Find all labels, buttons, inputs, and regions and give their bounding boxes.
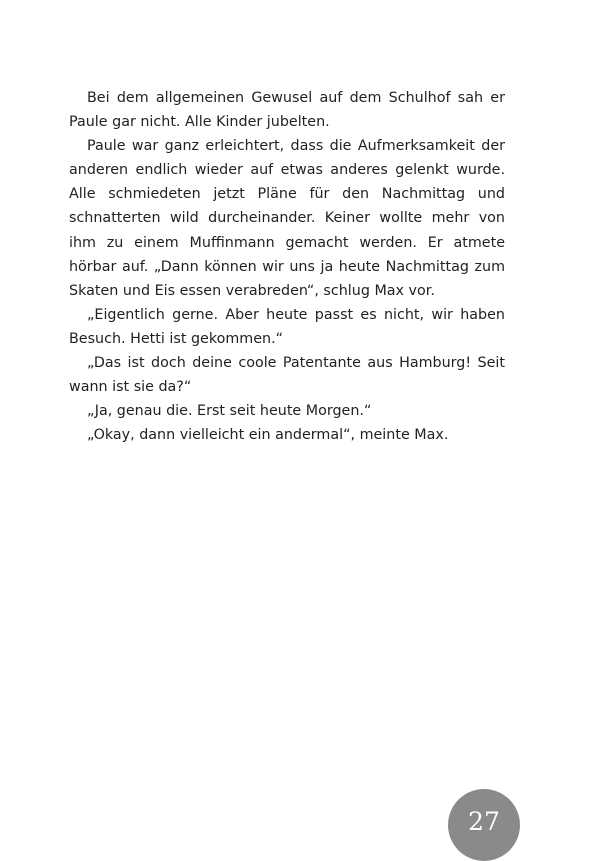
paragraph-5: „Ja, genau die. Erst seit heute Morgen.“ [87,403,372,420]
paragraph-3: „Eigentlich gerne. Aber heute passt es nicht, wir haben Besuch. Hetti ist gekommen.“ [69,306,505,347]
page-number-badge [448,789,520,861]
paragraph-1: Bei dem allgemeinen Gewusel auf dem Schulhof sah er Paule gar nicht. Alle Kinder jubelten. [69,90,505,131]
paragraph-4: „Das ist doch deine coole Patentante aus Hamburg! Seit wann ist sie da?“ [69,355,505,396]
paragraph-6: „Okay, dann vielleicht ein andermal“, meinte Max. [87,427,449,444]
paragraph-2: Paule war ganz erleichtert, dass die Aufmerksamkeit der anderen endlich wieder auf etwas anderes gelenkt wurde. Alle schmiedeten jetzt Pläne für den Nachmittag und schnatterten wild durcheinander. Keiner wollte mehr von ihm zu einem Muffinmann gemacht werden. Er atmete hörbar auf. „Dann können wir uns ja heute Nachmittag zum Skaten und Eis essen verabreden“, schlug Max vor. [69,138,505,299]
page-number: 27 [468,807,500,836]
body-text [69,86,505,447]
